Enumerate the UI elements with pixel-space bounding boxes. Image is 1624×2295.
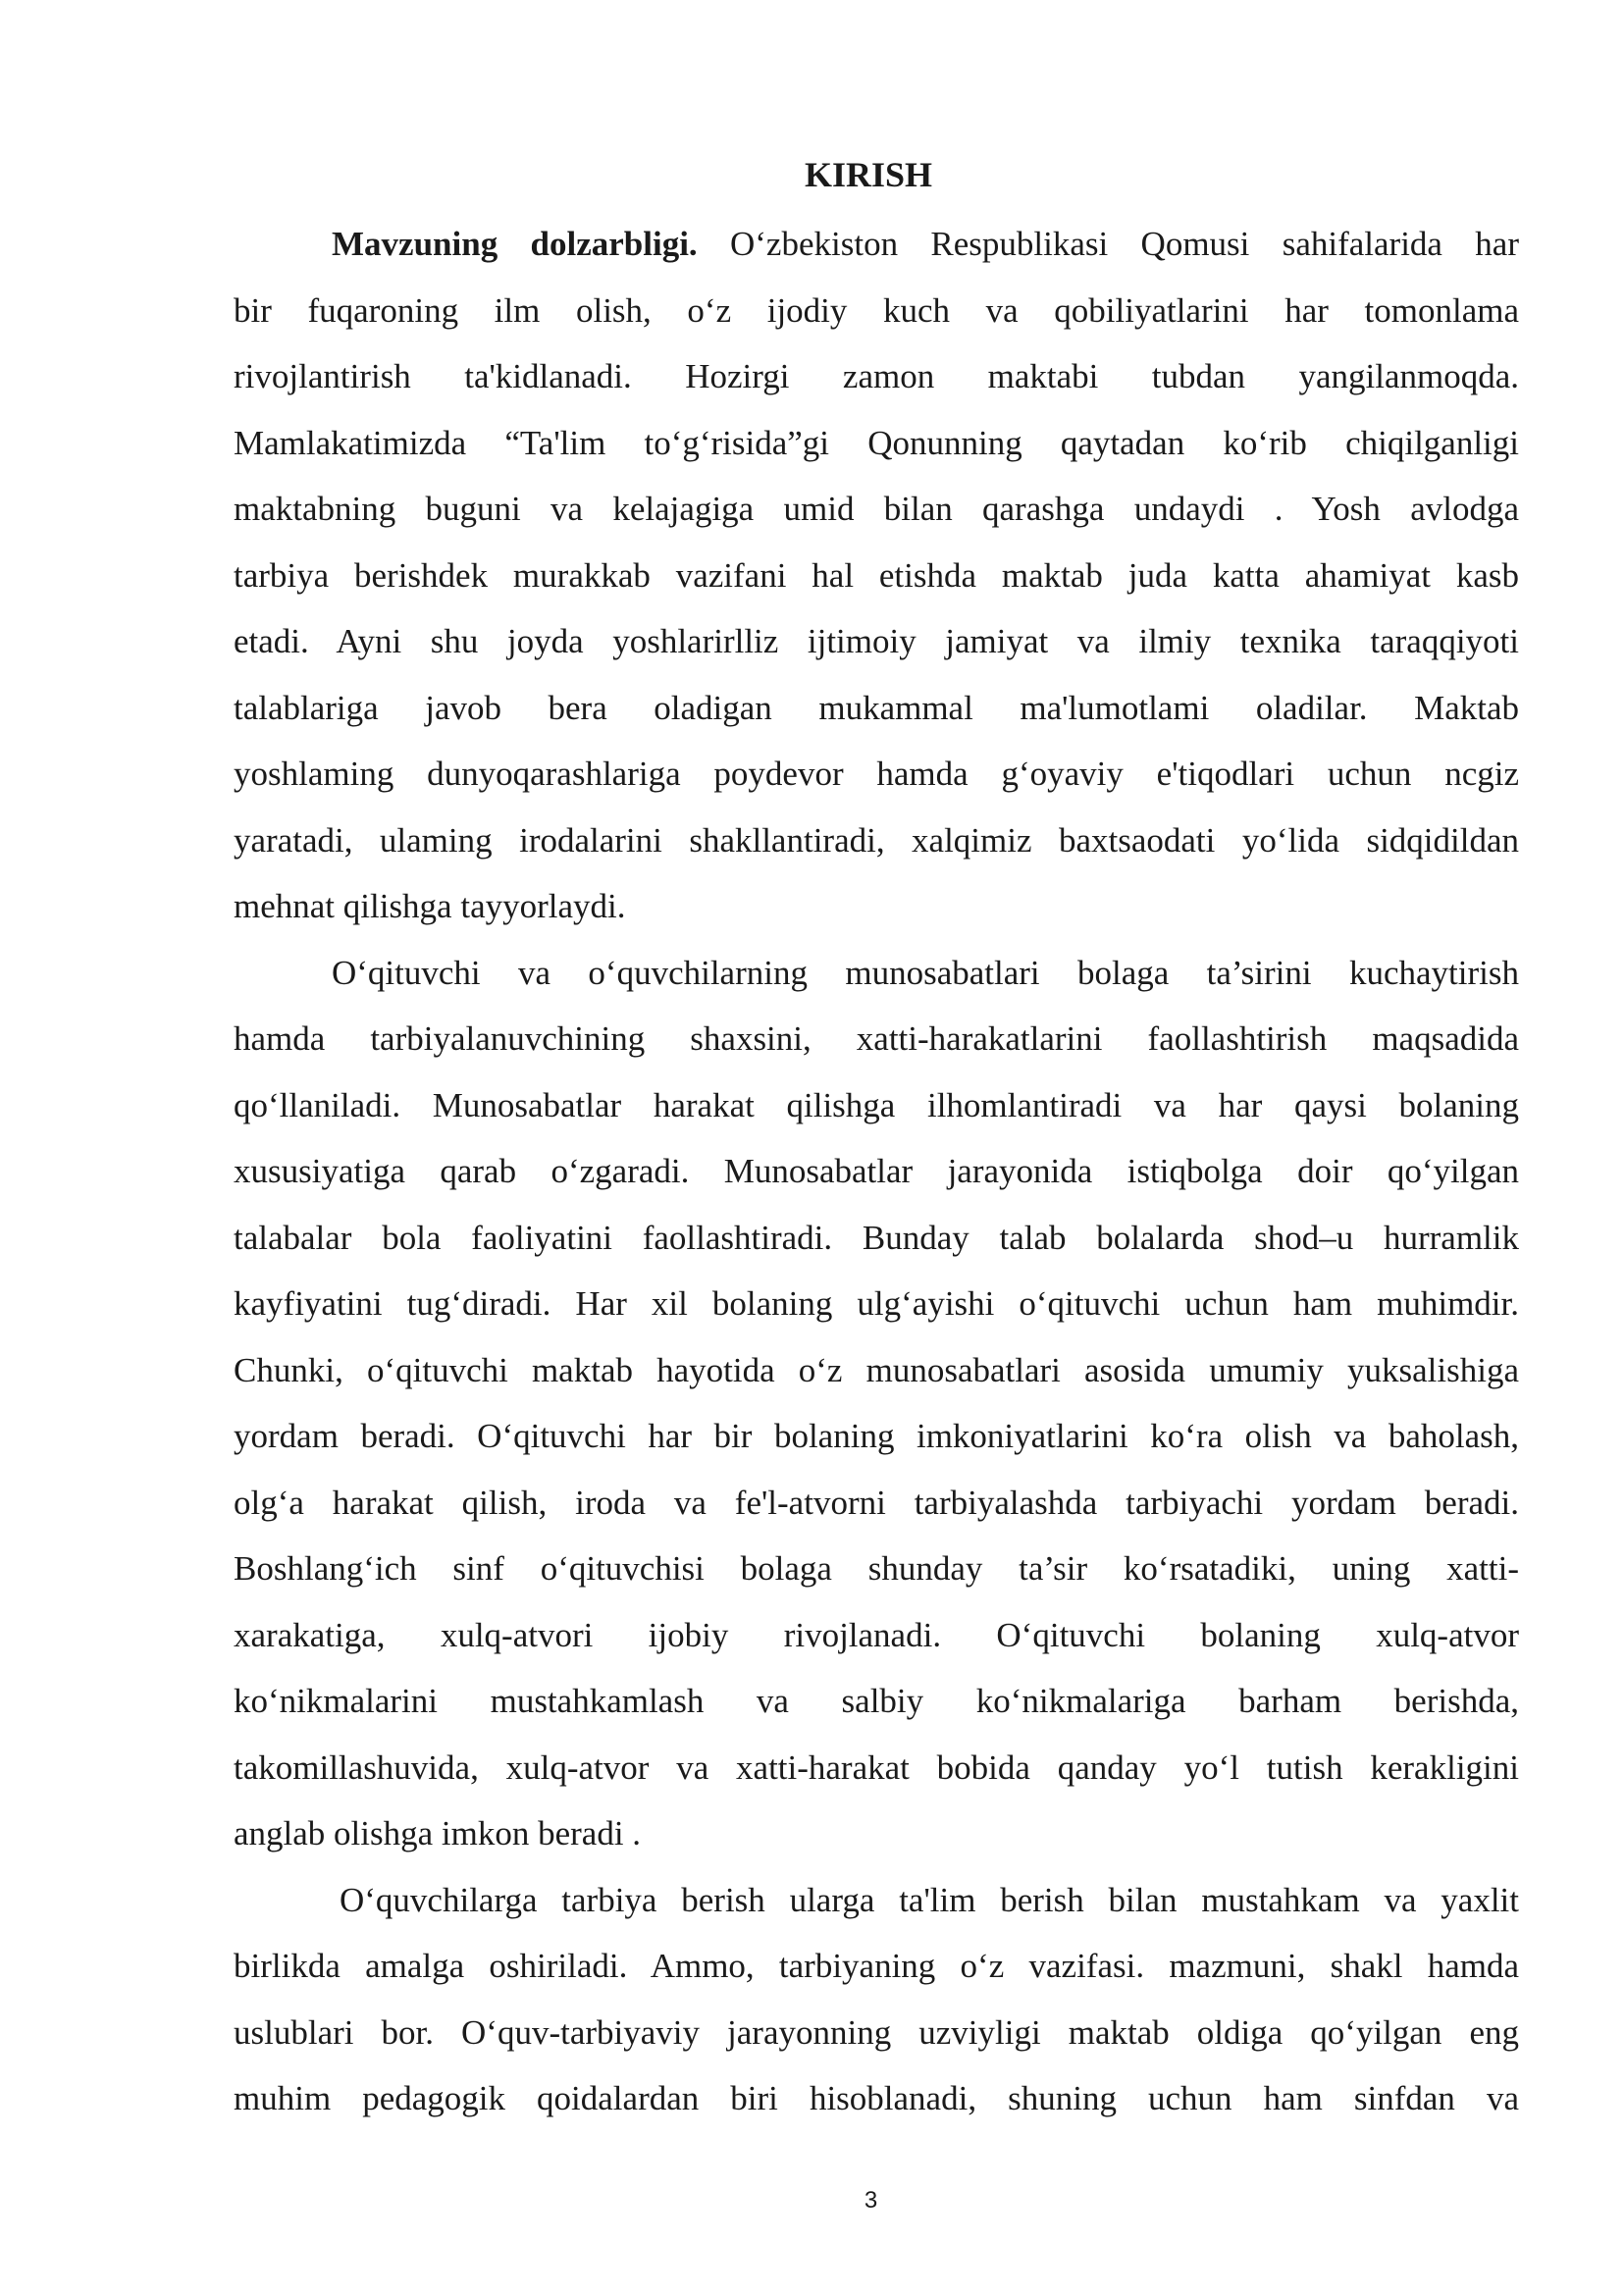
text-line: tarbiya berishdek murakkab vazifani hal etishda maktab juda katta ahamiyat kasb xyxy=(234,555,1519,595)
paragraph-lead: Mavzuning dolzarbligi. xyxy=(332,225,698,263)
page-title: KIRISH xyxy=(805,155,933,194)
text-line: kayfiyatini tug‘diradi. Har xil bolaning ulg‘ayishi o‘qituvchi uchun ham muhimdir. xyxy=(234,1284,1519,1323)
text-line: maktabning buguni va kelajagiga umid bilan qarashga undaydi . Yosh avlodga xyxy=(234,490,1519,528)
text-line: Mamlakatimizda “Ta'lim to‘g‘risida”gi Qonunning qaytadan ko‘rib chiqilganligi xyxy=(234,423,1519,462)
text-line: hamda tarbiyalanuvchining shaxsini, xatti-harakatlarini faollashtirish maqsadida xyxy=(234,1019,1519,1058)
text-line: qo‘llaniladi. Munosabatlar harakat qilishga ilhomlantiradi va har qaysi bolaning xyxy=(234,1085,1519,1124)
text-line: Mavzuning dolzarbligi. O‘zbekiston Respublikasi Qomusi sahifalarida har xyxy=(332,225,1519,263)
text-line: anglab olishga imkon beradi . xyxy=(234,1814,642,1852)
text-line: ko‘nikmalarini mustahkamlash va salbiy ko‘nikmalariga barham berishda, xyxy=(234,1682,1519,1720)
text-line: bir fuqaroning ilm olish, o‘z ijodiy kuch va qobiliyatlarini har tomonlama xyxy=(234,290,1519,330)
paragraph-2 xyxy=(234,940,1519,1867)
text-line: xarakatiga, xulq-atvori ijobiy rivojlanadi. O‘qituvchi bolaning xulq-atvor xyxy=(234,1615,1519,1654)
text-line: O‘quvchilarga tarbiya berish ularga ta'lim berish bilan mustahkam va yaxlit xyxy=(340,1880,1519,1919)
text-line: olg‘a harakat qilish, iroda va fe'l-atvorni tarbiyalashda tarbiyachi yordam beradi. xyxy=(234,1483,1519,1522)
text-line: O‘qituvchi va o‘quvchilarning munosabatlari bolaga ta’sirini kuchaytirish xyxy=(332,953,1519,992)
text-line: talablariga javob bera oladigan mukammal ma'lumotlami oladilar. Maktab xyxy=(234,688,1519,727)
text-line: rivojlantirish ta'kidlanadi. Hozirgi zamon maktabi tubdan yangilanmoqda. xyxy=(234,357,1519,395)
text-line: Chunki, o‘qituvchi maktab hayotida o‘z munosabatlari asosida umumiy yuksalishiga xyxy=(234,1350,1519,1389)
text-line: yoshlaming dunyoqarashlariga poydevor hamda g‘oyaviy e'tiqodlari uchun ncgiz xyxy=(234,755,1519,793)
page-number: 3 xyxy=(864,2187,878,2214)
text-line: yaratadi, ulaming irodalarini shakllantiradi, xalqimiz baxtsaodati yo‘lida sidqidildan xyxy=(234,820,1519,860)
body-text xyxy=(234,211,1519,2132)
paragraph-3 xyxy=(234,1867,1519,2132)
text-line: Boshlang‘ich sinf o‘qituvchisi bolaga shunday ta’sir ko‘rsatadiki, uning xatti- xyxy=(234,1549,1519,1588)
text-line: etadi. Ayni shu joyda yoshlarirlliz ijtimoiy jamiyat va ilmiy texnika taraqqiyoti xyxy=(234,622,1519,660)
text-line: yordam beradi. O‘qituvchi har bir bolaning imkoniyatlarini ko‘ra olish va baholash, xyxy=(234,1417,1519,1455)
text-line: xususiyatiga qarab o‘zgaradi. Munosabatlar jarayonida istiqbolga doir qo‘yilgan xyxy=(234,1152,1519,1190)
text-line: takomillashuvida, xulq-atvor va xatti-harakat bobida qanday yo‘l tutish kerakligini xyxy=(234,1747,1519,1787)
text-line: mehnat qilishga tayyorlaydi. xyxy=(234,887,626,925)
paragraph-1 xyxy=(234,211,1519,940)
text-line: uslublari bor. O‘quv-tarbiyaviy jarayonning uzviyligi maktab oldiga qo‘yilgan eng xyxy=(234,2012,1519,2052)
text-line: talabalar bola faoliyatini faollashtiradi. Bunday talab bolalarda shod–u hurramlik xyxy=(234,1218,1519,1257)
text-line: muhim pedagogik qoidalardan biri hisoblanadi, shuning uchun ham sinfdan va xyxy=(234,2079,1519,2117)
text-line: birlikda amalga oshiriladi. Ammo, tarbiyaning o‘z vazifasi. mazmuni, shakl hamda xyxy=(234,1947,1519,1985)
